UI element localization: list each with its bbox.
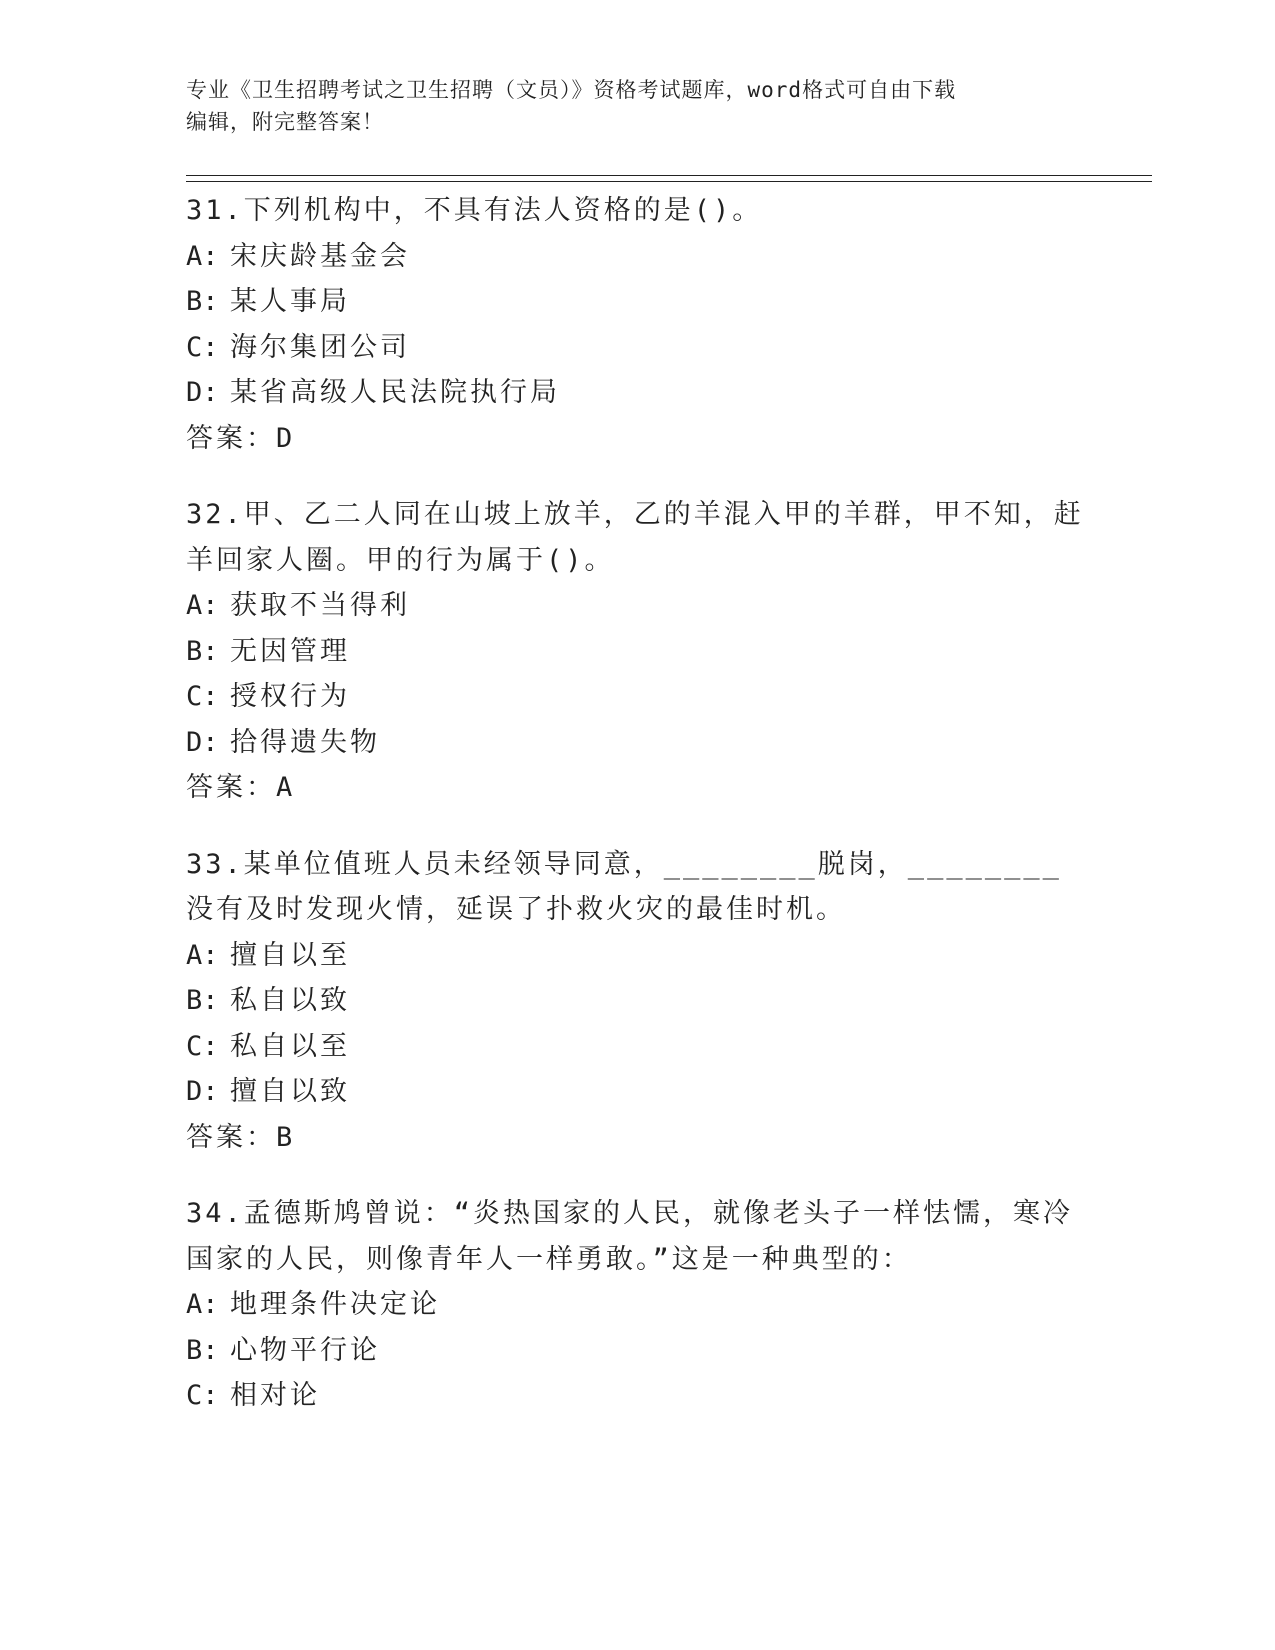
option-label: A: [186,240,219,272]
option-label: D: [186,726,219,758]
option-c [186,1024,1086,1070]
question-stem: 31.下列机构中，不具有法人资格的是()。 [186,195,763,226]
option-d [186,1069,1086,1115]
option-label: B: [186,635,219,667]
header-divider-bottom [186,181,1152,182]
option-text: 某省高级人民法院执行局 [230,377,560,408]
answer-line [186,765,1086,811]
option-b [186,978,1086,1024]
option-label: B: [186,985,219,1016]
header-line-2: 编辑，附完整答案！ [186,110,384,134]
option-label: A: [186,590,219,621]
option-label: D: [186,1076,219,1107]
option-a [186,933,1086,979]
option-text: 拾得遗失物 [230,726,380,758]
answer-line [186,1115,1086,1161]
option-label: C: [186,681,219,712]
answer-label: 答案： [186,1121,276,1153]
option-a [186,583,1086,629]
option-text: 宋庆龄基金会 [230,240,410,272]
option-text: 海尔集团公司 [230,331,410,363]
header-divider-top [186,175,1152,176]
option-a [186,1282,1086,1328]
option-b [186,279,1086,325]
question-stem: 34.孟德斯鸠曾说：“炎热国家的人民，就像老头子一样怯懦，寒冷国家的人民，则像青年人一样勇敢。”这是一种典型的： [186,1198,1074,1275]
answer-label: 答案： [186,422,276,454]
option-text: 地理条件决定论 [230,1289,440,1320]
option-text: 心物平行论 [230,1334,380,1366]
option-text: 无因管理 [230,635,350,667]
option-label: C: [186,1380,219,1411]
option-label: A: [186,1289,219,1320]
answer-value: B [276,1121,296,1153]
option-c [186,325,1086,371]
answer-value: A [276,772,296,803]
header-line-1: 专业《卫生招聘考试之卫生招聘（文员）》资格考试题库，word格式可自由下载 [186,78,957,102]
question-stem: 33.某单位值班人员未经领导同意，________脱岗，________没有及时发现火情，延误了扑救火灾的最佳时机。 [186,848,1062,925]
option-d [186,370,1086,416]
question-stem: 32.甲、乙二人同在山坡上放羊，乙的羊混入甲的羊群，甲不知，赶羊回家人圈。甲的行为属于()。 [186,499,1084,576]
option-d [186,720,1086,766]
option-text: 擅自以至 [230,939,350,971]
option-text: 私自以致 [230,985,350,1016]
option-b [186,629,1086,675]
option-label: A: [186,939,219,971]
option-c [186,674,1086,720]
option-text: 私自以至 [230,1030,350,1062]
question-list [186,188,1086,1450]
option-label: B: [186,286,219,317]
option-text: 某人事局 [230,286,350,317]
option-label: B: [186,1334,219,1366]
answer-value: D [276,422,296,454]
answer-label: 答案： [186,772,276,803]
option-c [186,1373,1086,1419]
option-text: 获取不当得利 [230,590,410,621]
option-a [186,234,1086,280]
option-text: 授权行为 [230,681,350,712]
document-header [186,74,1066,138]
answer-line [186,416,1086,462]
option-b [186,1328,1086,1374]
option-text: 擅自以致 [230,1076,350,1107]
option-label: C: [186,1030,219,1062]
option-label: C: [186,331,219,363]
question-31 [186,188,1086,461]
question-33 [186,842,1086,1161]
question-32 [186,492,1086,811]
option-text: 相对论 [230,1380,320,1411]
option-label: D: [186,377,219,408]
question-34 [186,1191,1086,1419]
